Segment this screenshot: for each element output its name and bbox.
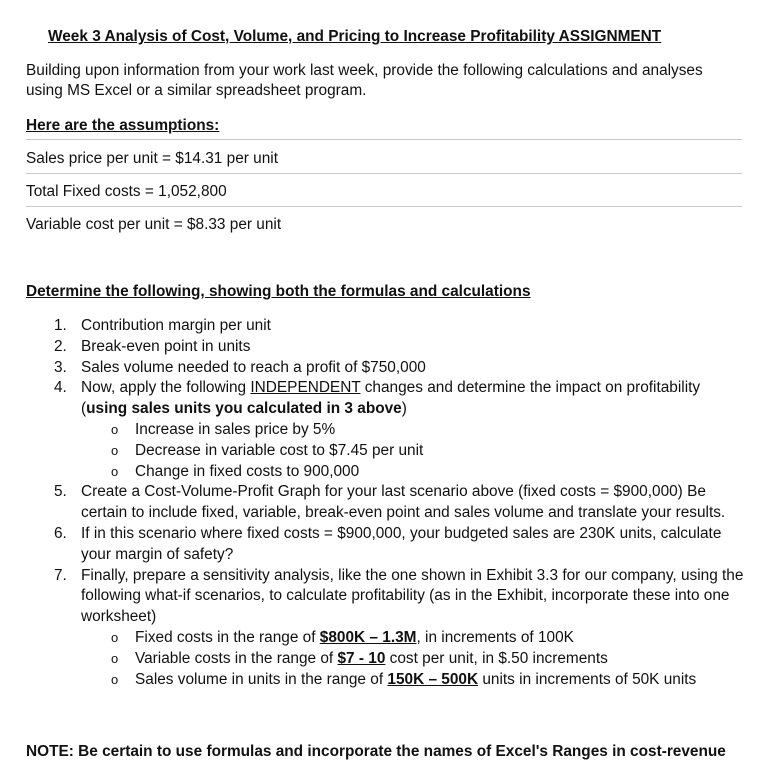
bullet-icon: o bbox=[111, 629, 119, 645]
list-number: 1. bbox=[54, 317, 67, 334]
task-text: changes and determine the impact on profitability ( bbox=[81, 379, 701, 418]
independent-emphasis: INDEPENDENT bbox=[250, 379, 361, 397]
bullet-icon: o bbox=[111, 671, 119, 687]
task-text: ) bbox=[401, 400, 407, 418]
divider bbox=[26, 139, 742, 140]
task-text: If in this scenario where fixed costs = $900,000, your budgeted sales are 230K units, calculate your margin of safety? bbox=[81, 524, 722, 563]
bullet-icon: o bbox=[111, 650, 119, 666]
divider bbox=[26, 206, 742, 207]
list-item bbox=[0, 566, 774, 628]
sub-item bbox=[0, 670, 774, 691]
range-value: $7 - 10 bbox=[337, 649, 386, 667]
task-text: Contribution margin per unit bbox=[81, 317, 271, 334]
sub-item bbox=[0, 628, 774, 649]
task-text: Now, apply the following bbox=[81, 379, 251, 397]
sub-item-text: Fixed costs in the range of bbox=[135, 628, 320, 646]
assumption-sales-price: Sales price per unit = $14.31 per unit bbox=[26, 150, 278, 167]
sub-item-text: Change in fixed costs to 900,000 bbox=[135, 462, 360, 480]
sub-item-text: Decrease in variable cost to $7.45 per unit bbox=[135, 441, 424, 459]
sub-item bbox=[0, 649, 774, 670]
list-item bbox=[0, 337, 774, 358]
sub-item bbox=[0, 420, 774, 441]
cut-off-note bbox=[26, 741, 726, 760]
sub-item bbox=[0, 462, 774, 483]
sub-item-text: units in increments of 50K units bbox=[478, 670, 697, 688]
bold-instruction: using sales units you calculated in 3 above bbox=[86, 400, 402, 418]
sub-item-text: , in increments of 100K bbox=[416, 628, 574, 646]
bullet-icon: o bbox=[111, 442, 119, 458]
list-item bbox=[0, 482, 774, 524]
assumption-fixed-costs: Total Fixed costs = 1,052,800 bbox=[26, 183, 227, 200]
bullet-icon: o bbox=[111, 421, 119, 437]
task-text: Finally, prepare a sensitivity analysis, like the one shown in Exhibit 3.3 for our company, using the following what-if scenarios, to calculate profitability (as in the Exhibit, incorporate these into one worksheet) bbox=[81, 566, 744, 626]
list-number: 7. bbox=[54, 566, 67, 584]
assumption-variable-cost: Variable cost per unit = $8.33 per unit bbox=[26, 216, 282, 233]
list-item bbox=[0, 316, 774, 337]
task-text: Sales volume needed to reach a profit of $750,000 bbox=[81, 358, 426, 376]
assumptions-heading: Here are the assumptions: bbox=[26, 117, 220, 134]
range-value: $800K – 1.3M bbox=[319, 628, 417, 646]
task-list bbox=[0, 316, 774, 690]
list-number: 4. bbox=[54, 379, 67, 397]
task-text: Create a Cost-Volume-Profit Graph for your last scenario above (fixed costs = $900,000) Be certain to include fixed, variable, break-even point and sales volume and translate your results. bbox=[81, 483, 726, 522]
page-title: Week 3 Analysis of Cost, Volume, and Pricing to Increase Profitability ASSIGNMENT bbox=[48, 28, 662, 45]
list-number: 5. bbox=[54, 483, 67, 501]
list-item bbox=[0, 358, 774, 379]
intro-paragraph: Building upon information from your work last week, provide the following calculations and analyses using MS Excel or a similar spreadsheet program. bbox=[26, 62, 703, 99]
list-number: 3. bbox=[54, 358, 67, 376]
sub-item-text: cost per unit, in $.50 increments bbox=[385, 649, 608, 667]
bullet-icon: o bbox=[111, 463, 119, 479]
cut-off-note-text: NOTE: Be certain to use formulas and incorporate the names of Excel's Ranges in cost-revenue bbox=[26, 743, 726, 760]
sub-item-text: Sales volume in units in the range of bbox=[135, 670, 388, 688]
list-number: 2. bbox=[54, 337, 67, 355]
list-item bbox=[0, 378, 774, 420]
list-number: 6. bbox=[54, 524, 67, 542]
list-item bbox=[0, 524, 774, 566]
range-value: 150K – 500K bbox=[387, 670, 479, 688]
sub-item-text: Variable costs in the range of bbox=[135, 649, 338, 667]
sub-item bbox=[0, 441, 774, 462]
determine-heading: Determine the following, showing both the formulas and calculations bbox=[26, 283, 531, 300]
sub-item-text: Increase in sales price by 5% bbox=[135, 420, 336, 438]
task-text: Break-even point in units bbox=[81, 337, 251, 355]
divider bbox=[26, 173, 742, 174]
